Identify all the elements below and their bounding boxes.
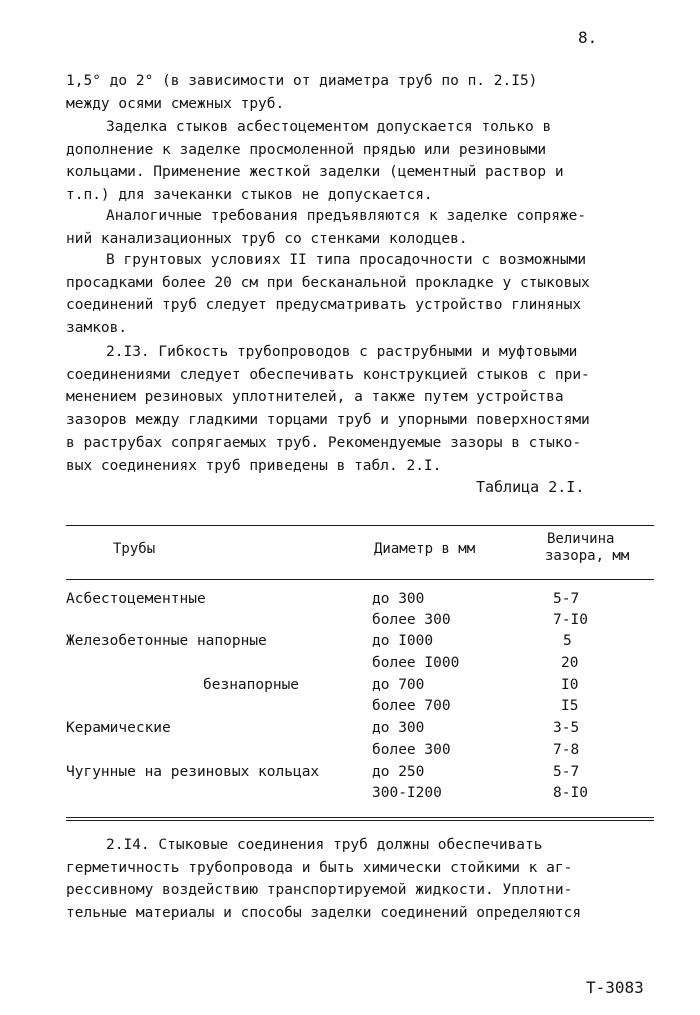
diameter-value: более 300: [372, 742, 451, 758]
header-gap-line1: Величина: [547, 531, 615, 547]
text-line: зазоров между гладкими торцами труб и упорными поверхностями: [66, 412, 590, 429]
text-line: менением резиновых уплотнителей, а также путем устройства: [66, 389, 564, 406]
text-line: 2.I4. Стыковые соединения труб должны обеспечивать: [106, 837, 543, 853]
text-line: замков.: [66, 320, 128, 337]
diameter-value: более I000: [372, 655, 460, 671]
text-line: тельные материалы и способы заделки соединений определяются: [66, 905, 582, 922]
text-line: т.п.) для зачеканки стыков не допускается.: [66, 187, 433, 204]
header-diameter: Диаметр в мм: [374, 541, 476, 557]
header-rule: [66, 579, 654, 580]
document-code: Т-3083: [586, 978, 644, 997]
diameter-value: до 250: [372, 764, 425, 780]
text-line: ний канализационных труб со стенками колодцев.: [66, 230, 468, 247]
pipe-type: Чугунные на резиновых кольцах: [66, 764, 320, 780]
paragraph-2-13: [66, 341, 612, 477]
text-line: Аналогичные требования предъявляются к заделке сопряже-: [106, 208, 587, 224]
text-line: просадками более 20 см при бесканальной прокладке у стыковых: [66, 274, 590, 291]
text-line: 1,5° до 2° (в зависимости от диаметра труб по п. 2.I5): [66, 73, 538, 89]
text-line: 2.I3. Гибкость трубопроводов с раструбными и муфтовыми: [106, 344, 578, 360]
gap-value: 7-8: [553, 742, 580, 758]
diameter-value: до 300: [372, 720, 425, 736]
text-line: кольцами. Применение жесткой заделки (цементный раствор и: [66, 164, 564, 181]
diameter-value: до I000: [372, 633, 434, 649]
paragraph-soil-conditions: [66, 249, 612, 340]
text-line: вых соединениях труб приведены в табл. 2.I.: [66, 457, 442, 474]
pipe-type: Железобетонные напорные: [66, 633, 267, 649]
gap-value: 3-5: [553, 720, 580, 736]
page-number: 8.: [578, 28, 598, 47]
diameter-value: до 700: [372, 677, 425, 693]
table-bottom-rule: [66, 817, 654, 818]
table-bottom-rule-double: [66, 820, 654, 821]
pipe-type: Асбестоцементные: [66, 591, 206, 607]
paragraph-2-14: [66, 834, 612, 925]
intro-paragraph: [66, 70, 612, 115]
diameter-value: до 300: [372, 591, 425, 607]
gap-value: 5: [563, 633, 572, 649]
gap-value: 20: [561, 655, 579, 671]
text-line: в раструбах сопрягаемых труб. Рекомендуемые зазоры в стыко-: [66, 434, 582, 451]
text-line: В грунтовых условиях II типа просадочности с возможными: [106, 252, 587, 268]
gap-value: 5-7: [553, 591, 580, 607]
text-line: соединениями следует обеспечивать конструкцией стыков с при-: [66, 366, 590, 383]
text-line: соединений труб следует предусматривать устройство глиняных: [66, 297, 582, 314]
text-line: герметичность трубопровода и быть химически стойкими к аг-: [66, 859, 573, 876]
gap-value: 5-7: [553, 764, 580, 780]
text-line: Заделка стыков асбестоцементом допускается только в: [106, 119, 552, 135]
pipe-subtype: безнапорные: [203, 677, 300, 693]
gap-value: I5: [561, 698, 579, 714]
text-line: рессивному воздействию транспортируемой жидкости. Уплотни-: [66, 882, 573, 899]
text-line: дополнение к заделке просмоленной прядью или резиновыми: [66, 141, 547, 158]
gap-value: I0: [561, 677, 579, 693]
paragraph-joint-sealing: [66, 116, 612, 207]
diameter-value: более 700: [372, 698, 451, 714]
gap-value: 7-I0: [553, 612, 588, 628]
header-gap-line2: зазора, мм: [545, 548, 630, 564]
diameter-value: 300-I200: [372, 785, 442, 801]
table-caption: Таблица 2.I.: [476, 478, 585, 496]
text-line: между осями смежных труб.: [66, 95, 285, 112]
diameter-value: более 300: [372, 612, 451, 628]
table-top-rule: [66, 525, 654, 526]
gap-value: 8-I0: [553, 785, 588, 801]
paragraph-manholes: [66, 205, 612, 250]
header-pipes: Трубы: [113, 541, 156, 557]
pipe-type: Керамические: [66, 720, 171, 736]
